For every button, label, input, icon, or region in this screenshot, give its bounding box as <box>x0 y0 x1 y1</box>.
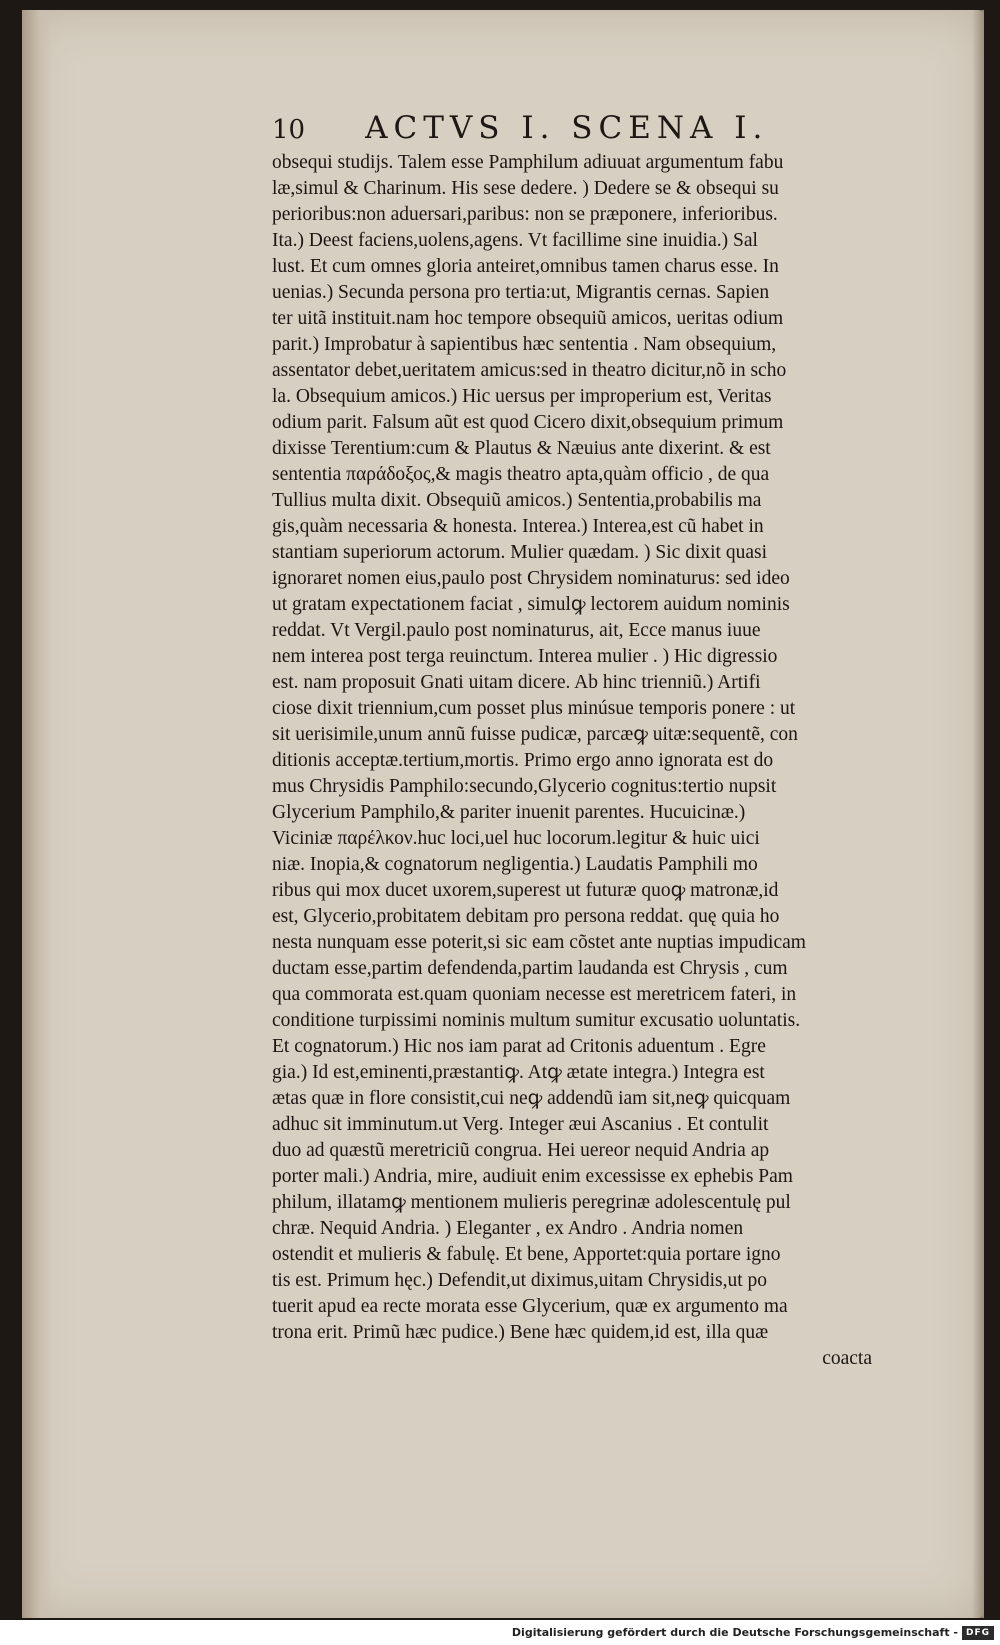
text-line: reddat. Vt Vergil.paulo post nominaturus, ait, Ecce manus iuue <box>272 620 761 641</box>
text-line: qua commorata est.quam quoniam necesse est meretricem fateri, in <box>272 984 797 1005</box>
text-line: tis est. Primum hęc.) Defendit,ut diximus,uitam Chrysidis,ut po <box>272 1270 768 1291</box>
text-line: ætas quæ in flore consistit,cui neꝙ addendũ iam sit,neꝙ quicquam <box>272 1088 791 1109</box>
text-line: gia.) Id est,eminenti,præstantiꝙ. Atꝙ ætate integra.) Integra est <box>272 1062 765 1083</box>
text-line: nem interea post terga reuinctum. Interea mulier . ) Hic digressio <box>272 646 778 667</box>
text-line: coacta <box>822 1348 872 1369</box>
text-line: sententia παράδοξος,& magis theatro apta,quàm officio , de qua <box>272 464 770 485</box>
text-line: Tullius multa dixit. Obsequiũ amicos.) Sententia,probabilis ma <box>272 490 762 511</box>
text-line: nesta nunquam esse poterit,si sic eam cõstet ante nuptias impudicam <box>272 932 806 953</box>
text-line: parit.) Improbatur à sapientibus hæc sententia . Nam obsequium, <box>272 334 777 355</box>
text-line: trona erit. Primũ hæc pudice.) Bene hæc quidem,id est, illa quæ <box>272 1322 769 1343</box>
funding-credit: Digitalisierung gefördert durch die Deutsche Forschungsgemeinschaft - <box>511 1626 958 1639</box>
text-line: ciose dixit triennium,cum posset plus minúsue temporis ponere : ut <box>272 698 796 719</box>
running-head: ACTVS I. SCENA I. <box>365 110 769 146</box>
text-line: odium parit. Falsum aũt est quod Cicero dixit,obsequium primum <box>272 412 784 433</box>
text-line: ditionis acceptæ.tertium,mortis. Primo ergo anno ignorata est do <box>272 750 774 771</box>
text-line: adhuc sit imminutum.ut Verg. Integer æui Ascanius . Et contulit <box>272 1114 769 1135</box>
text-line: duo ad quæstũ meretriciũ congrua. Hei uereor nequid Andria ap <box>272 1140 770 1161</box>
text-line: chræ. Nequid Andria. ) Eleganter , ex Andro . Andria nomen <box>272 1218 744 1239</box>
text-line: Glycerium Pamphilo,& pariter inuenit parentes. Hucuicinæ.) <box>272 802 746 823</box>
text-line: ter uitã instituit.nam hoc tempore obsequiũ amicos, ueritas odium <box>272 308 784 329</box>
text-line: ostendit et mulieris & fabulę. Et bene, Apportet:quia portare igno <box>272 1244 781 1265</box>
text-line: perioribus:non aduersari,paribus: non se præponere, inferioribus. <box>272 204 778 225</box>
text-line: ribus qui mox ducet uxorem,superest ut futuræ quoꝙ matronæ,id <box>272 880 779 901</box>
page-edge-shadow <box>972 10 984 1618</box>
book-page <box>22 10 984 1618</box>
text-line: obsequi studijs. Talem esse Pamphilum adiuuat argumentum fabu <box>272 152 784 173</box>
text-line: porter mali.) Andria, mire, audiuit enim excessisse ex ephebis Pam <box>272 1166 793 1187</box>
text-line: stantiam superiorum actorum. Mulier quædam. ) Sic dixit quasi <box>272 542 768 563</box>
text-line: niæ. Inopia,& cognatorum negligentia.) Laudatis Pamphili mo <box>272 854 758 875</box>
text-line: conditione turpissimi nominis multum sumitur excusatio uoluntatis. <box>272 1010 801 1031</box>
text-line: Viciniæ παρέλκον.huc loci,uel huc locorum.legitur & huic uici <box>272 828 760 849</box>
dfg-logo-icon: DFG <box>962 1626 994 1640</box>
text-line: tuerit apud ea recte morata esse Glycerium, quæ ex argumento ma <box>272 1296 788 1317</box>
text-line: sit uerisimile,unum annũ fuisse pudicæ, parcæꝙ uitæ:sequentẽ, con <box>272 724 798 745</box>
text-line: est, Glycerio,probitatem debitam pro persona reddat. quę quia ho <box>272 906 780 927</box>
text-line: lust. Et cum omnes gloria anteiret,omnibus tamen charus esse. In <box>272 256 779 277</box>
text-line: uenias.) Secunda persona pro tertia:ut, Migrantis cernas. Sapien <box>272 282 770 303</box>
digitization-footer <box>0 1620 1000 1645</box>
text-line: Et cognatorum.) Hic nos iam parat ad Critonis aduentum . Egre <box>272 1036 766 1057</box>
text-line: læ,simul & Charinum. His sese dedere. ) Dedere se & obsequi su <box>272 178 779 199</box>
text-line: philum, illatamꝙ mentionem mulieris peregrinæ adolescentulę pul <box>272 1192 791 1213</box>
text-line: Ita.) Deest faciens,uolens,agens. Vt facillime sine inuidia.) Sal <box>272 230 758 251</box>
text-line: ignoraret nomen eius,paulo post Chrysidem nominaturus: sed ideo <box>272 568 790 589</box>
page-header <box>272 110 872 146</box>
text-line: assentator debet,ueritatem amicus:sed in theatro dicitur,nõ in scho <box>272 360 787 381</box>
page-number: 10 <box>272 115 306 145</box>
page-gutter-shadow <box>22 10 52 1618</box>
text-line: la. Obsequium amicos.) Hic uersus per improperium est, Veritas <box>272 386 772 407</box>
text-line: ductam esse,partim defendenda,partim laudanda est Chrysis , cum <box>272 958 788 979</box>
text-line: est. nam proposuit Gnati uitam dicere. Ab hinc trienniũ.) Artifi <box>272 672 761 693</box>
text-line: dixisse Terentium:cum & Plautus & Næuius ante dixerint. & est <box>272 438 771 459</box>
commentary-text <box>272 150 872 1372</box>
text-line: mus Chrysidis Pamphilo:secundo,Glycerio cognitus:tertio nupsit <box>272 776 777 797</box>
text-line: ut gratam expectationem faciat , simulꝙ lectorem auidum nominis <box>272 594 790 615</box>
text-line: gis,quàm necessaria & honesta. Interea.) Interea,est cũ habet in <box>272 516 764 537</box>
